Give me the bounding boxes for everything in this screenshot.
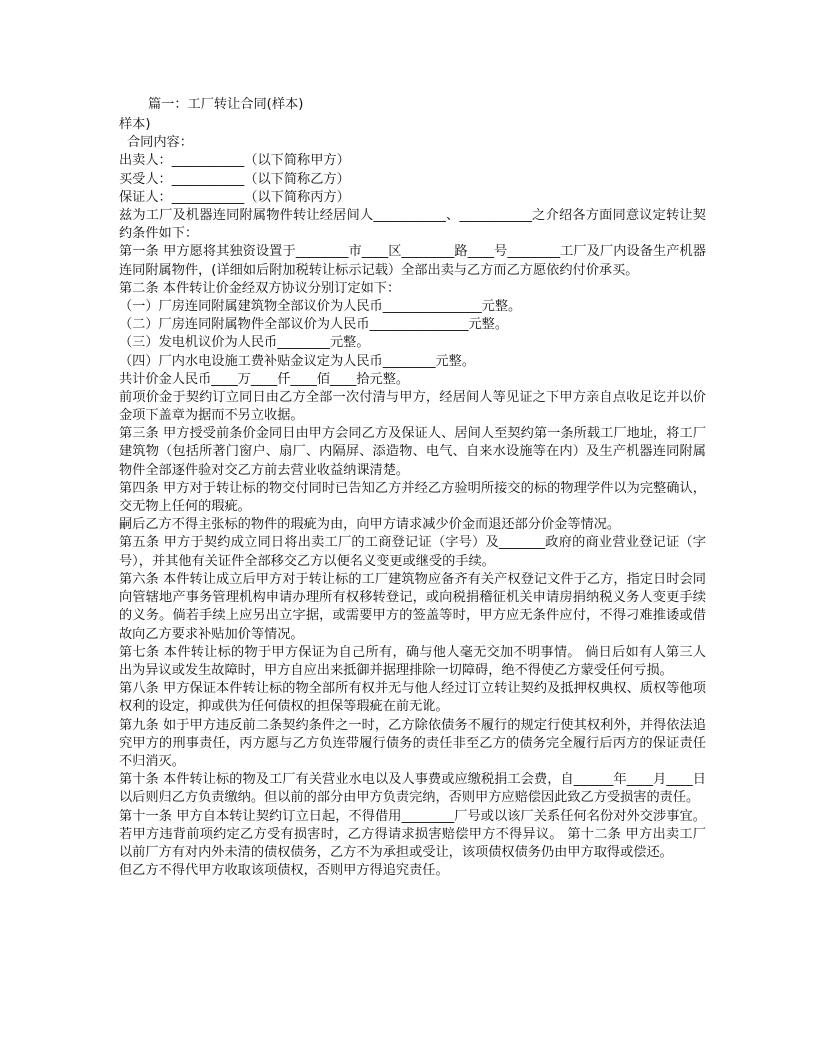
article-7: 第七条 本件转让标的物于甲方保证为自己所有，确与他人毫无交加不明事情。 倘日后如有人第三人出为异议或发生故障时，甲方自应出来抵御并据理排除一切障碍，绝不得使乙方蒙受任何亏损。 xyxy=(119,644,706,678)
party-guarantor: 保证人：___________（以下简称丙方） xyxy=(119,189,350,205)
article-5: 第五条 甲方于契约成立同日将出卖工厂的工商登记证（字号）及_______政府的商业营业登记证（字号），并其他有关证件全部移交乙方以便名义变更或继受的手续。 xyxy=(119,535,706,569)
article-4-continued: 嗣后乙方不得主张标的物件的瑕疵为由，向甲方请求减少价金而退还部分价金等情况。 xyxy=(119,517,621,533)
article-12-continued: 但乙方不得代甲方收取该项债权，否则甲方得追究责任。 xyxy=(119,863,449,879)
article-2-item-2: （二）厂房连同附属物件全部议价为人民币_______________元整。 xyxy=(119,317,509,333)
contract-content-label: 合同内容： xyxy=(127,135,193,151)
document-title: 篇一：工厂转让合同(样本) xyxy=(148,97,304,112)
party-seller: 出卖人：___________（以下简称甲方） xyxy=(119,153,350,169)
article-8: 第八条 甲方保证本件转让标的物全部所有权并无与他人经过订立转让契约及抵押权典权、质权等他项权利的设定，抑或供为任何债权的担保等瑕疵在前无讹。 xyxy=(119,681,706,715)
article-2: 第二条 本件转让价金经双方协议分别订定如下： xyxy=(119,280,401,296)
document-subtitle: 样本) xyxy=(119,117,151,132)
article-4: 第四条 甲方对于转让标的物交付同时已告知乙方并经乙方验明所接交的标的物理学件以为完整确认，交无物上任何的瑕疵。 xyxy=(119,480,706,515)
article-10: 第十条 本件转让标的物及工厂有关营业水电以及人事费或应缴税捐工会费，自______年____月____日以后则归乙方负责缴纳。但以前的部分由甲方负责完纳，否则甲方应赔偿因此致乙方受损害的责任。 xyxy=(119,772,706,806)
article-2-payment: 前项价金于契约订立同日由乙方全部一次付清与甲方，经居间人等见证之下甲方亲自点收足讫并以价金项下盖章为据而不另立收据。 xyxy=(119,389,706,424)
article-2-item-4: （四）厂内水电设施工费补贴金议定为人民币________元整。 xyxy=(119,353,476,369)
article-2-total: 共计价金人民币____万____仟____佰____拾元整。 xyxy=(119,371,410,387)
article-11-12: 第十一条 甲方自本转让契约订立日起，不得借用________厂号或以该厂关系任何名份对外交涉事宜。若甲方违背前项约定乙方受有损害时，乙方得请求损害赔偿甲方不得异议。 第十二条 甲方出卖工厂以前厂方有对内外未清的债权债务，乙方不为承担或受让，该项债权债务仍由甲方取得或偿还。 xyxy=(119,808,706,860)
article-2-item-1: （一）厂房连同附属建筑物全部议价为人民币_______________元整。 xyxy=(119,298,522,314)
article-3: 第三条 甲方授受前条价金同日由甲方会同乙方及保证人、居间人至契约第一条所载工厂地址，将工厂建筑物（包括所著门窗户、扇厂、内隔屏、添造物、电气、自来水设施等在内）及生产机器连同附属物件全部逐件验对交乙方前去营业收益纳课清楚。 xyxy=(119,426,706,478)
article-1: 第一条 甲方愿将其独资设置于________市____区________路____号________工厂及厂内设备生产机器连同附属物件，(详细如后附加税转让标示记载）全部出卖与乙方而乙方愿依约付价承买。 xyxy=(119,244,706,278)
contract-document xyxy=(119,96,706,880)
intro-paragraph: 兹为工厂及机器连同附属物件转让经居间人___________、___________之介绍各方面同意议定转让契约条件如下： xyxy=(119,207,706,242)
party-buyer: 买受人：___________（以下简称乙方） xyxy=(119,171,350,187)
article-2-item-3: （三）发电机议价为人民币________元整。 xyxy=(119,335,370,351)
article-9: 第九条 如于甲方违反前二条契约条件之一时，乙方除依债务不履行的规定行使其权利外，并得依法追究甲方的刑事责任，丙方愿与乙方负连带履行债务的责任非至乙方的债务完全履行后丙方的保证责任不归消灭。 xyxy=(119,717,706,769)
article-6: 第六条 本件转让成立后甲方对于转让标的工厂建筑物应备齐有关产权登记文件于乙方，指定日时会同向管辖地产事务管理机构申请办理所有权移转登记，或向税捐稽征机关申请房捐纳税义务人变更手续的义务。倘若手续上应另出立字据，或需要甲方的签盖等时，甲方应无条件应付，不得刁难推诿或借故向乙方要求补贴加价等情况。 xyxy=(119,571,706,642)
